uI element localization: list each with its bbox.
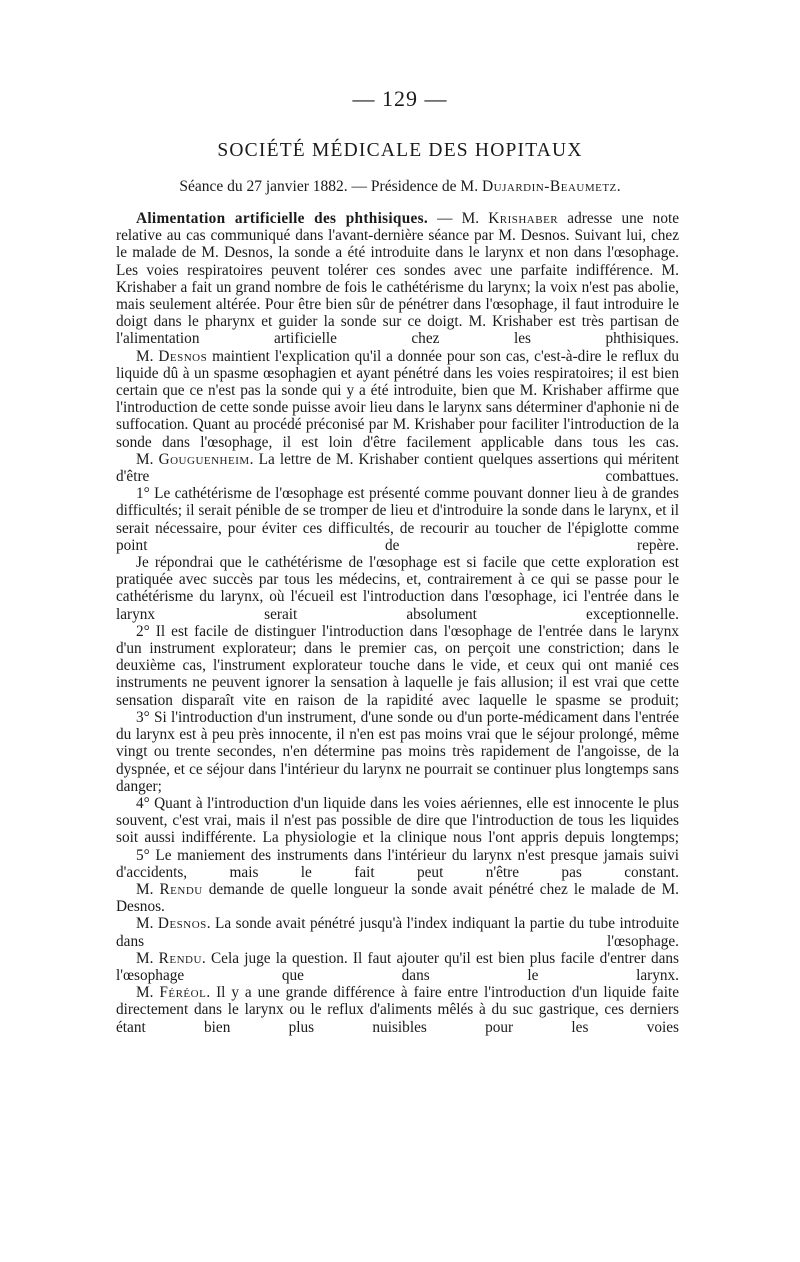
speaker-name: Desnos	[158, 347, 208, 365]
paragraph: M. Desnos maintient l'explication qu'il a donnée pour son cas, c'est-à-dire le reflux du liquide dû à un spasme œsophagien et ayant pénétré dans les voies respiratoires; il est bien certain que ce n'est pas la sonde qui y a été introduite, bien que M. Krishaber affirme que l'introduction de cette sonde puisse avoir lieu dans le larynx sans déterminer d'aphonie ni de suffocation. Quant au procédé préconisé par M. Krishaber pour faciliter l'introduction de la sonde dans l'œsophage, il est loin d'être facilement applicable dans tous les cas.	[116, 347, 680, 451]
speaker-name: Desnos	[157, 915, 207, 933]
speaker-name: Rendu	[158, 949, 202, 967]
paragraph: M. Rendu demande de quelle longueur la sonde avait pénétré chez le malade de M. Desnos.	[116, 880, 679, 916]
session-line	[0, 178, 800, 196]
page-number: — 129 —	[352, 86, 448, 111]
paragraph: M. Desnos. La sonde avait pénétré jusqu'à l'index indiquant la partie du tube introduite dans l'œsophage.	[116, 915, 680, 950]
session-prefix: Séance du 27 janvier 1882. — Présidence de M.	[179, 178, 482, 195]
speaker-name: Krishaber	[488, 210, 559, 227]
speaker-name: Gouguenheim	[158, 450, 250, 468]
paragraph: M. Gouguenheim. La lettre de M. Krishaber contient quelques assertions qui méritent d'être combattues.	[116, 450, 680, 486]
paragraph: M. Rendu. Cela juge la question. Il faut ajouter qu'il est bien plus facile d'entrer dans l'œsophage que dans le larynx.	[116, 949, 680, 984]
paragraph: M. Féréol. Il y a une grande différence à faire entre l'introduction d'un liquide faite directement dans le larynx ou le reflux d'aliments mêlés à du suc gastrique, ces derniers étant bien plus nuisibles pour les voies	[116, 984, 679, 1036]
paragraph: 5° Le maniement des instruments dans l'intérieur du larynx n'est presque jamais suivi d'accidents, mais le fait peut n'être pas constant.	[116, 846, 679, 881]
paragraph: Alimentation artificielle des phthisiques. — M. Krishaber adresse une note relative au cas communiqué dans l'avant-dernière séance par M. Desnos. Suivant lui, chez le malade de M. Desnos, la sonde a été introduite dans le larynx et non dans l'œsophage. Les voies respiratoires peuvent tolérer ces sondes avec une parfaite indifférence. M. Krishaber a fait un grand nombre de fois le cathétérisme du larynx; la voix n'est pas abolie, mais seulement altérée. Pour être bien sûr de pénétrer dans l'œsophage, il faut introduire le doigt dans le pharynx et guider la sonde sur ce doigt. M. Krishaber est très partisan de l'alimentation artificielle chez les phthisiques.	[116, 210, 680, 348]
session-president: Dujardin-Beaumetz	[481, 178, 617, 195]
paragraph: 1° Le cathétérisme de l'œsophage est présenté comme pouvant donner lieu à de grandes difficultés; il serait pénible de se tromper de lieu et d'introduire la sonde dans le larynx, et il serait nécessaire, pour éviter ces difficultés, de recourir au toucher de l'épiglotte comme point de repère.	[116, 485, 679, 554]
paragraph: 2° Il est facile de distinguer l'introduction dans l'œsophage de l'entrée dans le larynx d'un instrument explorateur; dans le premier cas, on perçoit une constriction; dans le deuxième cas, l'instrument explorateur touche dans le vide, et ceux qui ont manié ces instruments ne peuvent ignorer la sensation à laquelle je fais allusion; il est vrai que cette sensation disparaît vite en raison de la rapidité avec laquelle le spasme se produit;	[116, 622, 679, 709]
article-body	[116, 210, 679, 1036]
article-title: Alimentation artificielle des phthisiques.	[136, 210, 429, 227]
society-heading: SOCIÉTÉ MÉDICALE DES HOPITAUX	[217, 140, 583, 161]
paragraph: 4° Quant à l'introduction d'un liquide dans les voies aériennes, elle est innocente le plus souvent, c'est vrai, mais il n'est pas possible de dire que l'introduction de tous les liquides soit aussi indifférente. La physiologie et la clinique nous l'ont appris depuis longtemps;	[116, 794, 679, 847]
paragraph: Je répondrai que le cathétérisme de l'œsophage est si facile que cette exploration est pratiquée avec succès par tous les médecins, et, contrairement à ce qui se passe pour le cathétérisme du larynx, où l'écueil est l'introduction dans l'œsophage, ici l'entrée dans le larynx serait absolument exceptionnelle.	[116, 554, 679, 623]
speaker-name: Féréol	[159, 984, 207, 1002]
session-suffix: .	[616, 178, 621, 195]
speaker-name: Rendu	[159, 880, 203, 898]
paragraph: 3° Si l'introduction d'un instrument, d'une sonde ou d'un porte-médicament dans l'entrée du larynx est à peu près innocente, il n'en est pas moins vrai que le séjour prolongé, même vingt ou trente secondes, n'en détermine pas moins très rapidement de l'angoisse, de la dyspnée, et ce séjour dans l'intérieur du larynx ne pourrait se continuer plus longtemps sans danger;	[116, 708, 679, 795]
